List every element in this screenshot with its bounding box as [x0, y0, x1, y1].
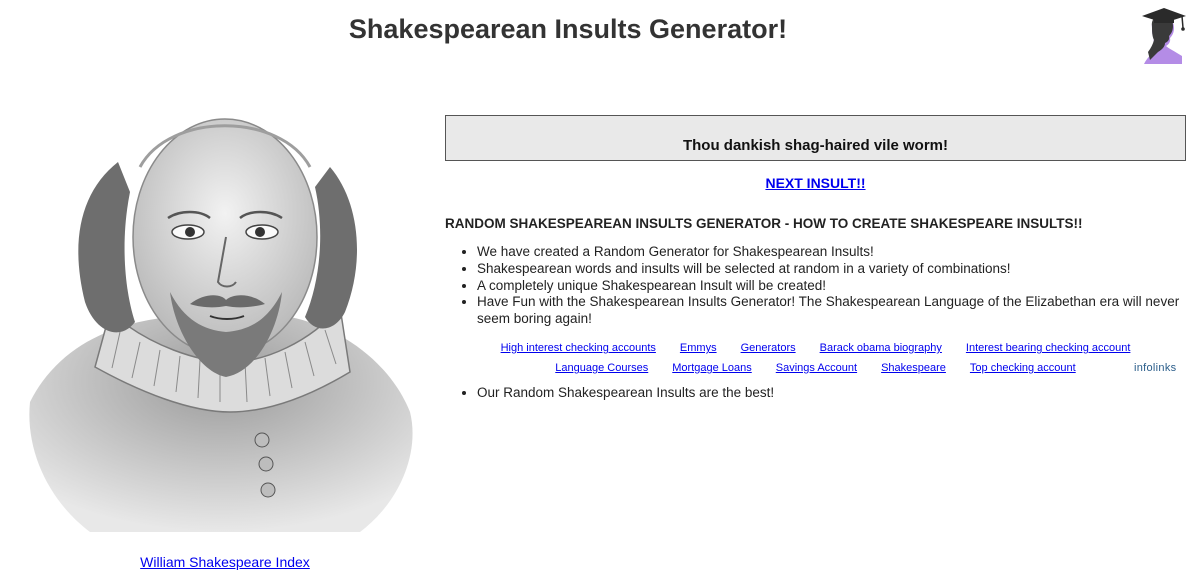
- ad-link[interactable]: High interest checking accounts: [500, 342, 656, 354]
- ad-link[interactable]: Generators: [740, 342, 796, 354]
- ad-link[interactable]: Top checking account: [969, 362, 1076, 374]
- page-title: Shakespearean Insults Generator!: [348, 14, 788, 44]
- ad-link[interactable]: Mortgage Loans: [672, 362, 752, 374]
- list-item: • A completely unique Shakespearean Insult will be created!: [477, 278, 1195, 295]
- shakespeare-portrait-icon: [0, 72, 440, 542]
- graduate-silhouette-icon: [1138, 4, 1188, 64]
- ad-links-block: [445, 341, 1186, 381]
- ad-link[interactable]: Savings Account: [775, 362, 858, 374]
- section-heading: RANDOM SHAKESPEAREAN INSULTS GENERATOR - HOW TO CREATE SHAKESPEARE INSULTS!!: [445, 216, 1083, 231]
- ad-links-row: [445, 341, 1186, 361]
- insult-text: Thou dankish shag-haired vile worm!: [682, 137, 949, 154]
- ad-link[interactable]: Language Courses: [555, 362, 649, 374]
- extra-list: [445, 385, 1195, 402]
- list-item: • We have created a Random Generator for Shakespearean Insults!: [477, 244, 1195, 261]
- infolinks-brand[interactable]: infolinks: [1134, 362, 1177, 374]
- ad-link[interactable]: Interest bearing checking account: [965, 342, 1131, 354]
- ad-link[interactable]: Barack obama biography: [819, 342, 942, 354]
- features-list: [445, 244, 1195, 328]
- shakespeare-index-link[interactable]: William Shakespeare Index: [140, 554, 310, 570]
- list-item: • Shakespearean words and insults will be selected at random in a variety of combinations!: [477, 261, 1195, 278]
- next-insult-link[interactable]: NEXT INSULT!!: [765, 175, 866, 191]
- ad-link[interactable]: Emmys: [679, 342, 717, 354]
- list-item: • Our Random Shakespearean Insults are the best!: [477, 385, 1195, 402]
- ad-link[interactable]: Shakespeare: [881, 362, 946, 374]
- ad-links-row: [445, 361, 1186, 381]
- insult-display-box: [445, 115, 1186, 161]
- list-item: • Have Fun with the Shakespearean Insults Generator! The Shakespearean Language of the Elizabethan era will never seem boring again!: [477, 294, 1195, 328]
